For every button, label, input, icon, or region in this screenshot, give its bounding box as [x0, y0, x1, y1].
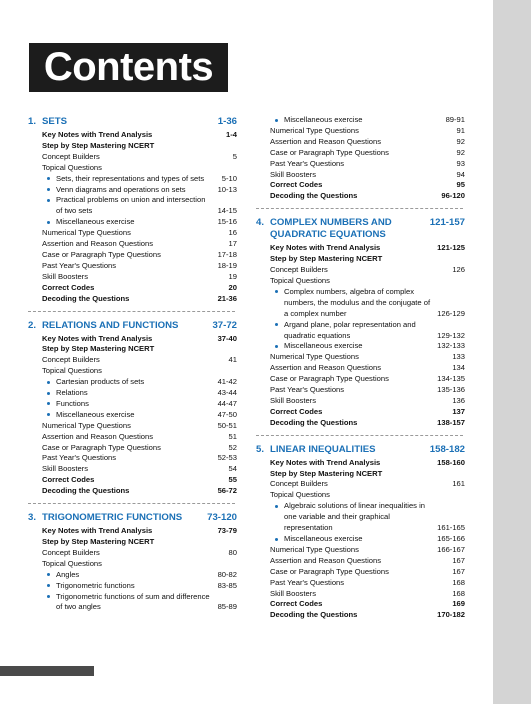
toc-item[interactable] — [42, 261, 237, 272]
toc-section — [256, 443, 465, 622]
toc-item-page: 92 — [456, 136, 465, 146]
toc-item[interactable] — [270, 352, 465, 363]
toc-item-page: 166-167 — [437, 544, 465, 554]
toc-item-page: 37-40 — [217, 333, 237, 343]
section-pages: 37-72 — [212, 319, 237, 331]
toc-item-label: Case or Paragraph Type Questions — [270, 566, 389, 576]
toc-item-label: Past Year's Questions — [270, 385, 345, 395]
toc-subitem[interactable] — [42, 410, 237, 421]
toc-item-page: 167 — [452, 555, 465, 565]
toc-item-label: Topical Questions — [42, 558, 102, 568]
section-title: COMPLEX NUMBERS AND QUADRATIC EQUATIONS — [270, 217, 392, 241]
toc-item-page: 94 — [456, 169, 465, 179]
toc-item-page: 92 — [456, 147, 465, 157]
toc-item-label: Numerical Type Questions — [42, 228, 131, 238]
toc-item-label: Correct Codes — [270, 406, 323, 416]
toc-item[interactable] — [270, 363, 465, 374]
toc-item[interactable] — [270, 469, 465, 480]
toc-item-page: 1-4 — [226, 130, 237, 139]
toc-item-label: Miscellaneous exercise — [284, 341, 363, 351]
toc-item-label: Assertion and Reason Questions — [42, 239, 154, 249]
toc-item[interactable] — [270, 276, 465, 287]
toc-item-page: 91 — [456, 125, 465, 135]
toc-item-page: 41 — [228, 355, 237, 365]
toc-item-page: 138-157 — [437, 417, 465, 427]
toc-item-label: Assertion and Reason Questions — [270, 363, 382, 373]
toc-section — [256, 217, 465, 428]
toc-subitem[interactable] — [42, 217, 237, 228]
toc-item-label: Decoding the Questions — [270, 417, 358, 427]
toc-item-label: Skill Boosters — [42, 271, 89, 281]
toc-item-page: 21-36 — [217, 293, 237, 303]
toc-item-page: 170-182 — [437, 610, 465, 620]
toc-item-page: 14-15 — [217, 206, 237, 216]
toc-subitem[interactable] — [42, 195, 237, 217]
toc-item-label: Concept Builders — [42, 151, 100, 161]
toc-item-page: 126-129 — [437, 308, 465, 318]
toc-item[interactable] — [42, 464, 237, 475]
toc-item-page: 137 — [452, 406, 465, 416]
toc-item[interactable] — [42, 141, 237, 152]
toc-item-label: Topical Questions — [42, 162, 102, 172]
toc-item-label: Case or Paragraph Type Questions — [42, 442, 161, 452]
toc-item-page: 20 — [228, 282, 237, 292]
toc-section — [28, 319, 237, 498]
toc-item-page: 135-136 — [437, 385, 465, 395]
toc-item-label: Trigonometric functions — [56, 580, 135, 590]
toc-item[interactable] — [42, 283, 237, 294]
toc-item-page: 10-13 — [217, 184, 237, 194]
section-number: 1. — [28, 116, 37, 127]
toc-item-page: 15-16 — [217, 217, 237, 227]
toc-subitem[interactable] — [42, 377, 237, 388]
toc-item-label: Step by Step Mastering NCERT — [42, 537, 155, 546]
toc-item[interactable] — [42, 334, 237, 345]
toc-item[interactable] — [42, 526, 237, 537]
toc-item-label: Trigonometric functions of sum and difference of two angles — [56, 591, 210, 612]
toc-item[interactable] — [270, 170, 465, 181]
toc-item[interactable] — [270, 407, 465, 418]
toc-subitem[interactable] — [42, 388, 237, 399]
toc-item[interactable] — [270, 458, 465, 469]
toc-item-page: 96-120 — [441, 191, 465, 201]
toc-item-page: 56-72 — [217, 486, 237, 496]
section-number: 3. — [28, 512, 37, 524]
section-pages: 1-36 — [217, 116, 237, 127]
toc-item[interactable] — [42, 152, 237, 163]
toc-item-page: 129-132 — [437, 330, 465, 340]
toc-item-label: Concept Builders — [42, 355, 100, 365]
toc-item[interactable] — [270, 180, 465, 191]
toc-subitem[interactable] — [42, 399, 237, 410]
toc-item[interactable] — [270, 254, 465, 265]
toc-item[interactable] — [42, 486, 237, 497]
toc-item-label: Concept Builders — [42, 547, 100, 557]
toc-subitem[interactable] — [270, 341, 465, 352]
section-separator — [28, 311, 235, 312]
toc-item-page: 17 — [228, 239, 237, 249]
toc-item-page: 161-165 — [437, 523, 465, 533]
toc-item-label: Past Year's Questions — [42, 453, 117, 463]
toc-item-page: 168 — [452, 588, 465, 598]
section-heading[interactable] — [256, 443, 465, 456]
toc-item-page: 161 — [452, 479, 465, 489]
toc-item-page: 165-166 — [437, 534, 465, 543]
toc-item-label: Case or Paragraph Type Questions — [42, 249, 161, 259]
toc-item[interactable] — [42, 559, 237, 570]
toc-section — [28, 512, 237, 613]
toc-item[interactable] — [42, 432, 237, 443]
toc-item-label: Sets, their representations and types of sets — [56, 173, 205, 183]
toc-item-label: Correct Codes — [42, 475, 95, 485]
toc-item[interactable] — [42, 239, 237, 250]
section-title: TRIGONOMETRIC FUNCTIONS — [42, 512, 183, 524]
toc-item-label: Correct Codes — [270, 599, 323, 609]
toc-item-label: Concept Builders — [270, 265, 328, 275]
toc-item-label: Miscellaneous exercise — [284, 534, 363, 543]
toc-item-label: Concept Builders — [270, 479, 328, 489]
toc-item-page: 167 — [452, 566, 465, 576]
toc-item-page: 41-42 — [217, 377, 237, 387]
toc-item[interactable] — [270, 567, 465, 578]
section-separator — [28, 503, 235, 504]
toc-item[interactable] — [42, 453, 237, 464]
toc-item[interactable] — [270, 243, 465, 254]
toc-item-label: Decoding the Questions — [270, 191, 358, 201]
toc-item-page: 80 — [228, 547, 237, 557]
toc-item-page: 169 — [452, 599, 465, 609]
toc-item-page: 168 — [452, 577, 465, 587]
toc-item-page: 5 — [232, 151, 237, 161]
section-pages: 73-120 — [207, 512, 237, 524]
toc-item-page: 54 — [228, 464, 237, 474]
footer-bar — [0, 666, 94, 676]
section-separator — [256, 208, 463, 209]
toc-item-page: 51 — [228, 431, 237, 441]
toc-item[interactable] — [42, 537, 237, 548]
toc-item-page: 16 — [228, 228, 237, 238]
toc-item-page: 73-79 — [217, 526, 237, 536]
toc-item-page: 134 — [452, 363, 465, 373]
toc-item-label: Topical Questions — [42, 366, 102, 376]
toc-item[interactable] — [270, 374, 465, 385]
toc-item[interactable] — [42, 272, 237, 283]
toc-item-label: Key Notes with Trend Analysis — [42, 333, 153, 343]
toc-item-label: Cartesian products of sets — [56, 377, 145, 387]
toc-item-label: Decoding the Questions — [42, 293, 130, 303]
toc-subitem[interactable] — [270, 287, 465, 320]
toc-item-page: 83-85 — [217, 580, 237, 590]
toc-item-page: 52-53 — [217, 453, 237, 463]
toc-item-page: 44-47 — [217, 398, 237, 408]
toc-item-page: 134-135 — [437, 374, 465, 384]
toc-item-label: Case or Paragraph Type Questions — [270, 374, 389, 384]
toc-item-label: Numerical Type Questions — [270, 352, 359, 362]
left-column — [28, 116, 237, 619]
section-heading[interactable] — [28, 319, 237, 332]
toc-item-label: Assertion and Reason Questions — [42, 431, 154, 441]
toc-item[interactable] — [42, 228, 237, 239]
toc-item[interactable] — [42, 130, 237, 141]
toc-item-label: Numerical Type Questions — [42, 420, 131, 430]
toc-item[interactable] — [270, 545, 465, 556]
toc-item-page: 43-44 — [217, 388, 237, 398]
toc-item[interactable] — [42, 163, 237, 174]
toc-item-label: Topical Questions — [270, 490, 330, 500]
toc-item-page: 80-82 — [217, 569, 237, 579]
toc-item[interactable] — [42, 443, 237, 454]
toc-item-label: Correct Codes — [42, 282, 95, 292]
toc-item-label: Key Notes with Trend Analysis — [42, 526, 153, 536]
toc-item[interactable] — [270, 578, 465, 589]
toc-item-label: Miscellaneous exercise — [284, 115, 363, 124]
section-heading[interactable] — [28, 116, 237, 128]
side-margin-strip — [493, 0, 531, 704]
toc-item-page: 50-51 — [217, 420, 237, 430]
toc-item[interactable] — [270, 589, 465, 600]
toc-item-page: 93 — [456, 158, 465, 168]
toc-item-label: Step by Step Mastering NCERT — [42, 344, 155, 354]
section-title: RELATIONS AND FUNCTIONS — [42, 319, 179, 331]
toc-item-label: Practical problems on union and intersection of two sets — [56, 195, 206, 216]
toc-item-label: Step by Step Mastering NCERT — [270, 468, 383, 478]
toc-item-page: 136 — [452, 395, 465, 405]
toc-item-label: Decoding the Questions — [270, 610, 358, 620]
toc-item-page: 55 — [228, 475, 237, 485]
toc-item-page: 52 — [228, 442, 237, 452]
page-title: Contents — [29, 43, 228, 92]
toc-item-page: 126 — [452, 265, 465, 275]
toc-subitem[interactable] — [270, 534, 465, 545]
toc-item-page: 89-91 — [445, 115, 465, 124]
toc-item[interactable] — [42, 355, 237, 366]
toc-item-label: Numerical Type Questions — [270, 544, 359, 554]
toc-item-label: Assertion and Reason Questions — [270, 555, 382, 565]
toc-item-label: Key Notes with Trend Analysis — [270, 457, 381, 467]
toc-item[interactable] — [270, 610, 465, 621]
section-number: 5. — [256, 443, 265, 455]
toc-item-page: 47-50 — [217, 409, 237, 419]
toc-item-label: Complex numbers, algebra of complex numbers, the modulus and the conjugate of a complex number — [284, 286, 431, 318]
toc-item[interactable] — [42, 475, 237, 486]
toc-item[interactable] — [270, 159, 465, 170]
toc-item-page: 95 — [456, 180, 465, 190]
toc-item-label: Skill Boosters — [270, 588, 317, 598]
toc-item-label: Numerical Type Questions — [270, 125, 359, 135]
toc-item-label: Skill Boosters — [270, 169, 317, 179]
toc-item[interactable] — [270, 191, 465, 202]
toc-item-page: 132-133 — [437, 341, 465, 351]
toc-item[interactable] — [270, 148, 465, 159]
toc-item[interactable] — [270, 126, 465, 137]
toc-item-label: Algebraic solutions of linear inequalities in one variable and their graphical representation — [284, 501, 425, 533]
toc-item-label: Key Notes with Trend Analysis — [42, 130, 153, 139]
toc-item[interactable] — [270, 265, 465, 276]
section-title: SETS — [42, 116, 68, 127]
section-heading[interactable] — [28, 512, 237, 524]
toc-item-label: Skill Boosters — [42, 464, 89, 474]
toc-item[interactable] — [270, 490, 465, 501]
toc-item-label: Step by Step Mastering NCERT — [42, 140, 155, 150]
toc-item-page: 121-125 — [437, 243, 465, 253]
toc-item-label: Correct Codes — [270, 180, 323, 190]
toc-subitem[interactable] — [42, 174, 237, 185]
toc-item-label: Past Year's Questions — [270, 577, 345, 587]
toc-item-label: Relations — [56, 388, 88, 398]
toc-item-label: Topical Questions — [270, 275, 330, 285]
toc-item-page: 5-10 — [221, 173, 237, 183]
toc-item-page: 158-160 — [437, 457, 465, 467]
section-title: LINEAR INEQUALITIES — [270, 443, 376, 455]
right-column — [256, 115, 465, 627]
toc-item-label: Argand plane, polar representation and quadratic equations — [284, 319, 416, 340]
toc-item-label: Key Notes with Trend Analysis — [270, 243, 381, 253]
toc-item[interactable] — [42, 250, 237, 261]
toc-item-label: Miscellaneous exercise — [56, 409, 135, 419]
toc-subitem[interactable] — [270, 115, 465, 126]
toc-subitem[interactable] — [42, 570, 237, 581]
section-number: 2. — [28, 319, 37, 331]
toc-item[interactable] — [270, 396, 465, 407]
toc-item-page: 85-89 — [217, 602, 237, 612]
toc-subitem[interactable] — [42, 581, 237, 592]
toc-item-label: Skill Boosters — [270, 395, 317, 405]
toc-item[interactable] — [42, 344, 237, 355]
toc-subitem[interactable] — [42, 592, 237, 614]
toc-item-label: Assertion and Reason Questions — [270, 136, 382, 146]
toc-subitem[interactable] — [270, 501, 465, 534]
toc-subitem[interactable] — [270, 320, 465, 342]
toc-item[interactable] — [42, 421, 237, 432]
toc-item[interactable] — [270, 556, 465, 567]
toc-item-label: Miscellaneous exercise — [56, 217, 135, 227]
toc-item-page: 17-18 — [217, 249, 237, 259]
toc-item-label: Angles — [56, 569, 80, 579]
section-heading[interactable] — [256, 217, 465, 241]
toc-section — [28, 116, 237, 305]
toc-item-label: Past Year's Questions — [270, 158, 345, 168]
section-pages: 121-157 — [429, 217, 465, 229]
toc-item[interactable] — [42, 366, 237, 377]
toc-item[interactable] — [270, 418, 465, 429]
section-separator — [256, 435, 463, 436]
toc-item[interactable] — [42, 548, 237, 559]
toc-item-label: Venn diagrams and operations on sets — [56, 184, 186, 194]
toc-item-label: Past Year's Questions — [42, 260, 117, 270]
toc-item-page: 19 — [228, 271, 237, 281]
toc-section — [270, 115, 465, 202]
toc-item-label: Decoding the Questions — [42, 486, 130, 496]
toc-item[interactable] — [270, 479, 465, 490]
toc-item-page: 18-19 — [217, 260, 237, 270]
toc-item-page: 133 — [452, 352, 465, 362]
toc-item[interactable] — [270, 599, 465, 610]
section-pages: 158-182 — [429, 443, 465, 455]
toc-item-label: Step by Step Mastering NCERT — [270, 254, 383, 264]
toc-item-label: Functions — [56, 398, 89, 408]
toc-item[interactable] — [270, 137, 465, 148]
section-number: 4. — [256, 217, 265, 229]
toc-item-label: Case or Paragraph Type Questions — [270, 147, 389, 157]
toc-subitem[interactable] — [42, 185, 237, 196]
toc-item[interactable] — [42, 294, 237, 305]
toc-item[interactable] — [270, 385, 465, 396]
